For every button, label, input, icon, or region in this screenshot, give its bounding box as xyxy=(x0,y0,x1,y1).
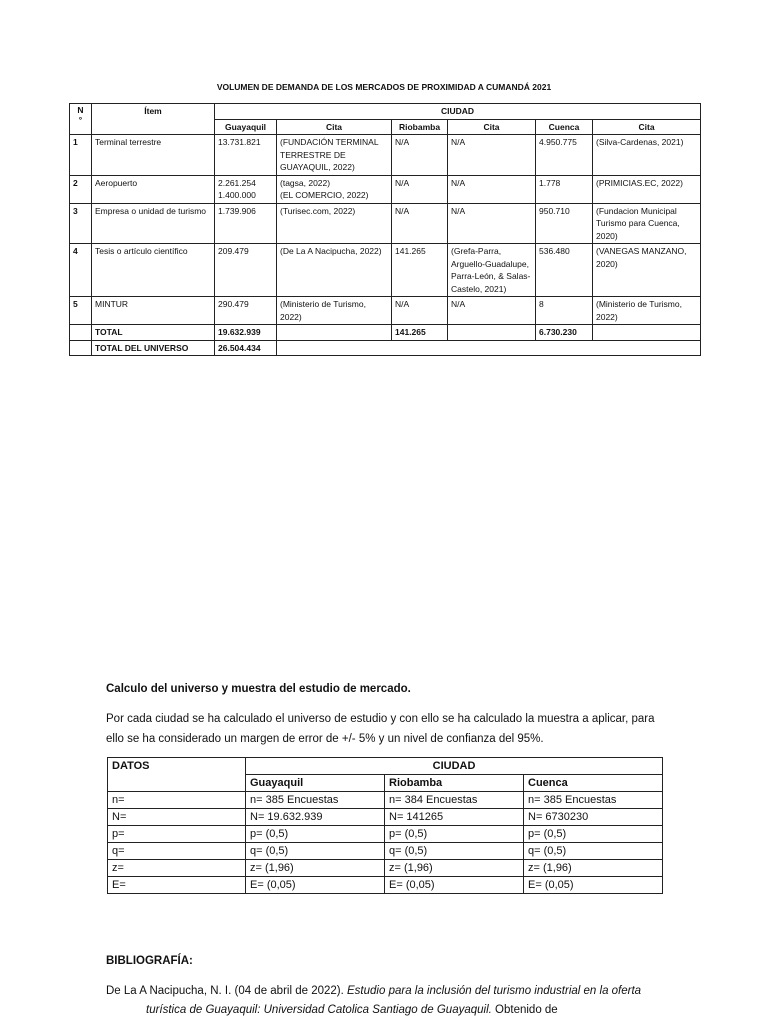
row-item: MINTUR xyxy=(92,297,215,325)
cell-riobamba: 141.265 xyxy=(392,244,448,297)
cell-guayaquil: 209.479 xyxy=(215,244,277,297)
header-item: Ítem xyxy=(92,104,215,135)
header-cita: Cita xyxy=(277,119,392,135)
table-row xyxy=(108,809,663,826)
bibliography-entry xyxy=(106,982,666,1020)
cell-riobamba: n= 384 Encuestas xyxy=(385,792,524,809)
row-item: Tesis o artículo científico xyxy=(92,244,215,297)
universe-blank xyxy=(277,340,701,356)
table-row xyxy=(70,203,701,244)
row-item: Terminal terrestre xyxy=(92,135,215,176)
cell-guayaquil: n= 385 Encuestas xyxy=(246,792,385,809)
bibliography-rest: Obtenido de xyxy=(491,1004,558,1016)
cell-cuenca: E= (0,05) xyxy=(524,877,663,894)
total-blank xyxy=(448,325,536,341)
universe-blank xyxy=(70,340,92,356)
cell-cuenca: q= (0,5) xyxy=(524,843,663,860)
cell-cuenca-cita: (VANEGAS MANZANO, 2020) xyxy=(593,244,701,297)
cell-guayaquil: 2.261.254 1.400.000 xyxy=(215,175,277,203)
header-guayaquil: Guayaquil xyxy=(246,775,385,792)
table-row xyxy=(108,826,663,843)
table-row xyxy=(108,877,663,894)
cell-riobamba-cita: N/A xyxy=(448,135,536,176)
cell-guayaquil: q= (0,5) xyxy=(246,843,385,860)
cell-cuenca: p= (0,5) xyxy=(524,826,663,843)
cell-cuenca: z= (1,96) xyxy=(524,860,663,877)
row-number: 1 xyxy=(70,135,92,176)
total-blank xyxy=(593,325,701,341)
cell-cuenca-cita: (Silva-Cardenas, 2021) xyxy=(593,135,701,176)
row-number: 2 xyxy=(70,175,92,203)
total-blank xyxy=(70,325,92,341)
row-label: n= xyxy=(108,792,246,809)
cell-cuenca-cita: (PRIMICIAS.EC, 2022) xyxy=(593,175,701,203)
cell-guayaquil: 290.479 xyxy=(215,297,277,325)
section-paragraph: Por cada ciudad se ha calculado el universo de estudio y con ello se ha calculado la muestra a aplicar, para ello se ha considerado un margen de error de +/- 5% y un nivel de confianza del 95%. xyxy=(106,713,655,745)
cell-guayaquil-cita: (De La A Nacipucha, 2022) xyxy=(277,244,392,297)
header-ciudad: CIUDAD xyxy=(246,758,663,775)
cell-guayaquil: p= (0,5) xyxy=(246,826,385,843)
cell-riobamba: q= (0,5) xyxy=(385,843,524,860)
cell-cuenca: N= 6730230 xyxy=(524,809,663,826)
row-label: E= xyxy=(108,877,246,894)
cell-riobamba-cita: N/A xyxy=(448,175,536,203)
total-label: TOTAL xyxy=(92,325,215,341)
table-row xyxy=(108,843,663,860)
cell-riobamba: N/A xyxy=(392,175,448,203)
row-label: z= xyxy=(108,860,246,877)
row-number: 3 xyxy=(70,203,92,244)
cell-cuenca: 536.480 xyxy=(536,244,593,297)
cell-riobamba-cita: N/A xyxy=(448,203,536,244)
cell-riobamba: N/A xyxy=(392,135,448,176)
cell-riobamba: E= (0,05) xyxy=(385,877,524,894)
header-riobamba: Riobamba xyxy=(392,119,448,135)
cell-cuenca: n= 385 Encuestas xyxy=(524,792,663,809)
universe-label: TOTAL DEL UNIVERSO xyxy=(92,340,215,356)
table-row xyxy=(70,297,701,325)
total-riobamba: 141.265 xyxy=(392,325,448,341)
cell-guayaquil-cita: (Ministerio de Turismo, 2022) xyxy=(277,297,392,325)
bibliography-title: BIBLIOGRAFÍA: xyxy=(106,955,193,967)
cell-riobamba-cita: (Grefa-Parra, Arguello-Guadalupe, Parra-León, & Salas-Castelo, 2021) xyxy=(448,244,536,297)
cell-riobamba: N/A xyxy=(392,203,448,244)
cell-cuenca: 950.710 xyxy=(536,203,593,244)
cell-guayaquil-cita: (Turisec.com, 2022) xyxy=(277,203,392,244)
bibliography-author: De La A Nacipucha, N. I. (04 de abril de 2022). xyxy=(106,985,348,997)
table-row xyxy=(70,175,701,203)
cell-cuenca: 4.950.775 xyxy=(536,135,593,176)
cell-cuenca-cita: (Ministerio de Turismo, 2022) xyxy=(593,297,701,325)
table-row xyxy=(108,860,663,877)
cell-riobamba: N/A xyxy=(392,297,448,325)
header-cita: Cita xyxy=(448,119,536,135)
total-guayaquil: 19.632.939 xyxy=(215,325,277,341)
header-number: N ° xyxy=(70,104,92,135)
cell-guayaquil: z= (1,96) xyxy=(246,860,385,877)
table-row xyxy=(70,244,701,297)
header-ciudad: CIUDAD xyxy=(215,104,701,120)
table-row xyxy=(108,792,663,809)
total-blank xyxy=(277,325,392,341)
cell-guayaquil: 1.739.906 xyxy=(215,203,277,244)
cell-cuenca: 1.778 xyxy=(536,175,593,203)
table-title: VOLUMEN DE DEMANDA DE LOS MERCADOS DE PROXIMIDAD A CUMANDÁ 2021 xyxy=(216,82,552,92)
header-guayaquil: Guayaquil xyxy=(215,119,277,135)
universe-value: 26.504.434 xyxy=(215,340,277,356)
header-cita: Cita xyxy=(593,119,701,135)
total-row xyxy=(70,325,701,341)
row-item: Empresa o unidad de turismo xyxy=(92,203,215,244)
row-label: N= xyxy=(108,809,246,826)
cell-riobamba: p= (0,5) xyxy=(385,826,524,843)
section-title: Calculo del universo y muestra del estudio de mercado. xyxy=(106,683,411,695)
cell-guayaquil: 13.731.821 xyxy=(215,135,277,176)
demand-volume-table xyxy=(69,103,701,356)
table-row xyxy=(70,135,701,176)
bibliography-work-title: Estudio para la inclusión del turismo industrial en la oferta turística de Guayaquil: Universidad Catolica Santiago de Guayaquil. xyxy=(146,985,642,1016)
cell-riobamba-cita: N/A xyxy=(448,297,536,325)
cell-cuenca-cita: (Fundacion Municipal Turismo para Cuenca, 2020) xyxy=(593,203,701,244)
header-riobamba: Riobamba xyxy=(385,775,524,792)
universe-row xyxy=(70,340,701,356)
sample-data-table xyxy=(107,757,663,894)
cell-riobamba: z= (1,96) xyxy=(385,860,524,877)
header-datos: DATOS xyxy=(108,758,246,792)
row-item: Aeropuerto xyxy=(92,175,215,203)
row-number: 5 xyxy=(70,297,92,325)
cell-cuenca: 8 xyxy=(536,297,593,325)
header-cuenca: Cuenca xyxy=(524,775,663,792)
row-label: p= xyxy=(108,826,246,843)
header-cuenca: Cuenca xyxy=(536,119,593,135)
row-number: 4 xyxy=(70,244,92,297)
total-cuenca: 6.730.230 xyxy=(536,325,593,341)
cell-guayaquil-cita: (tagsa, 2022) (EL COMERCIO, 2022) xyxy=(277,175,392,203)
row-label: q= xyxy=(108,843,246,860)
cell-riobamba: N= 141265 xyxy=(385,809,524,826)
cell-guayaquil: N= 19.632.939 xyxy=(246,809,385,826)
cell-guayaquil: E= (0,05) xyxy=(246,877,385,894)
cell-guayaquil-cita: (FUNDACIÓN TERMINAL TERRESTRE DE GUAYAQUIL, 2022) xyxy=(277,135,392,176)
